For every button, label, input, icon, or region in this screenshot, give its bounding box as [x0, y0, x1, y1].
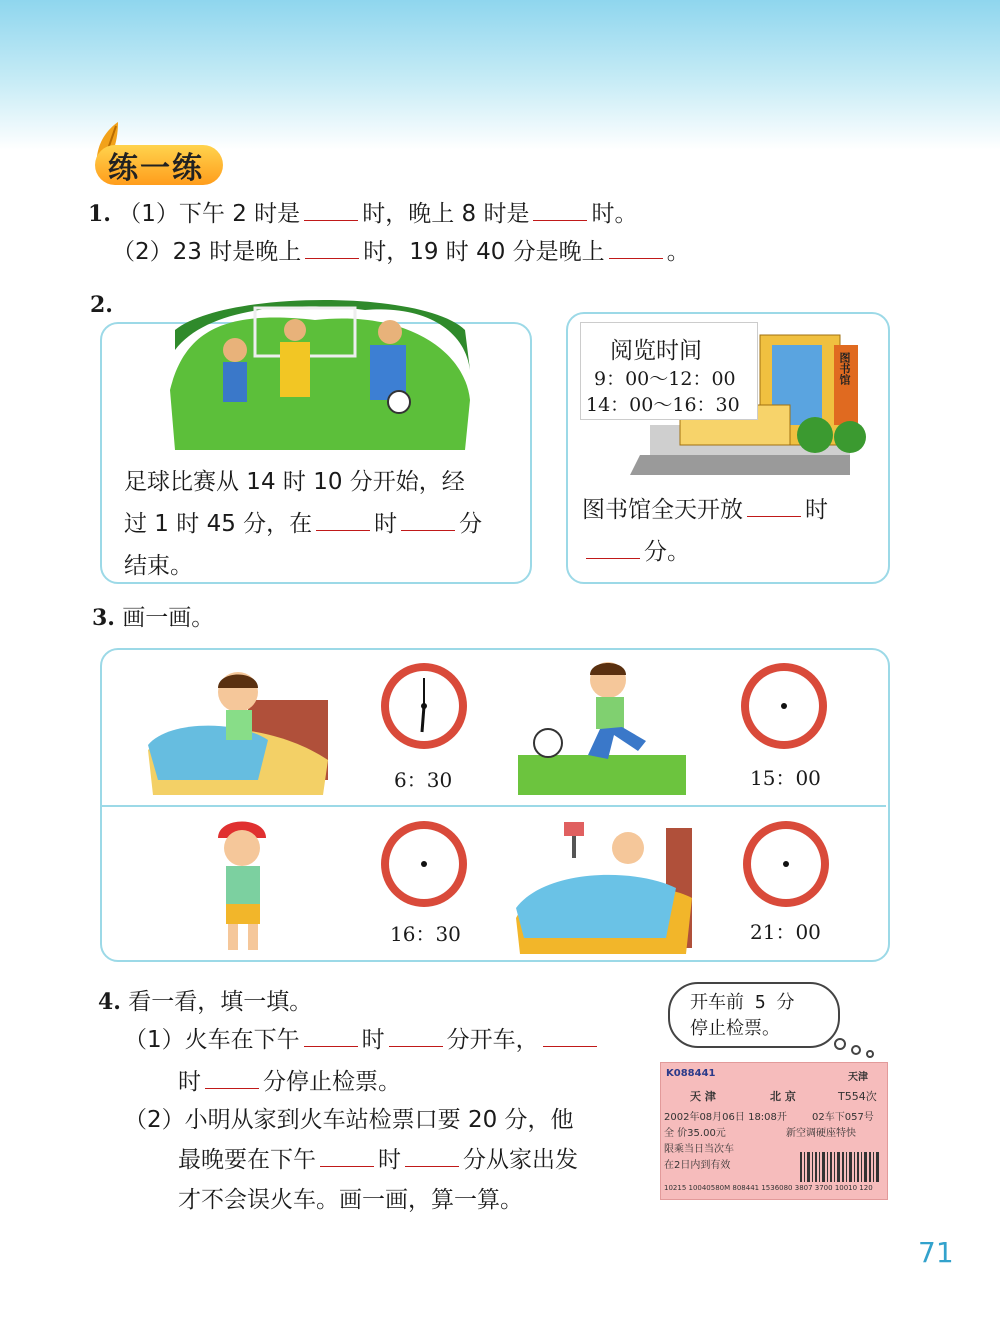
ticket-seat: 新空调硬座特快 [786, 1128, 856, 1139]
waking-up-illustration [148, 660, 330, 800]
soccer-text-line-1: 足球比赛从 14 时 10 分开始，经 [124, 469, 465, 495]
q4-part1-text-b: 时 [361, 1027, 385, 1053]
playing-soccer-illustration [518, 655, 686, 795]
ticket-price: 全 价35.00元 [664, 1128, 726, 1139]
question-3-title: 画一画。 [122, 605, 215, 631]
ticket-car: 02车下057号 [812, 1112, 874, 1123]
clock-time-label: 15：00 [750, 766, 821, 790]
soccer-text-line-3: 结束。 [124, 553, 193, 579]
question-1-number: 1. [88, 201, 111, 227]
ticket-station-tag: 天津 [848, 1072, 868, 1083]
answer-blank[interactable] [533, 200, 587, 221]
ticket-serial: 10215 10040580M 808441 1536080 3807 3700 10010 120 [664, 1184, 873, 1192]
answer-blank[interactable] [389, 1026, 443, 1047]
answer-blank[interactable] [320, 1146, 374, 1167]
soccer-text-c: 分 [459, 511, 483, 537]
sky-gradient-banner [0, 0, 1000, 150]
answer-blank[interactable] [316, 510, 370, 531]
q4-part2-line-3: 才不会误火车。画一画，算一算。 [178, 1187, 523, 1213]
clock-face-icon [378, 818, 470, 910]
answer-blank[interactable] [304, 200, 358, 221]
soccer-text-b: 时 [374, 511, 398, 537]
bubble-tail-dots [830, 1036, 880, 1060]
answer-blank[interactable] [401, 510, 455, 531]
going-home-illustration [196, 816, 292, 956]
answer-blank[interactable] [586, 538, 640, 559]
ticket-note-2: 在2日内到有效 [664, 1160, 731, 1171]
q4-part2-text-b: 最晚要在下午 [178, 1147, 316, 1173]
question-1-line-1 [88, 198, 637, 230]
ticket-code: K088441 [666, 1068, 716, 1079]
answer-blank[interactable] [747, 496, 801, 517]
library-text-line-1 [582, 494, 828, 526]
reading-hours-title: 阅览时间 [610, 338, 702, 364]
q1-part1-label: （1） [118, 201, 179, 227]
answer-blank[interactable] [304, 1026, 358, 1047]
q1-part1-text-a: 下午 2 时是 [178, 201, 301, 227]
clock-face-icon [378, 660, 470, 752]
q4-part1-text-c: 分开车， [446, 1027, 539, 1053]
ticket-route-from: 天 津 [690, 1090, 716, 1103]
q4-part2-text-c: 时 [378, 1147, 401, 1173]
clock-face-icon [738, 660, 830, 752]
q4-part1-label: （1） [124, 1027, 185, 1053]
question-3-number: 3. [92, 605, 115, 631]
q4-part1-text-a: 火车在下午 [184, 1027, 300, 1053]
clock-time-label: 16：30 [390, 922, 461, 946]
library-text-a: 图书馆全天开放 [582, 497, 743, 523]
section-title: 练一练 [108, 151, 204, 186]
reading-hours-morning: 9：00～12：00 [594, 368, 736, 390]
question-1-line-2 [112, 236, 690, 268]
answer-blank[interactable] [205, 1068, 259, 1089]
soccer-text-a: 过 1 时 45 分，在 [124, 511, 313, 537]
answer-blank[interactable] [305, 238, 359, 259]
bubble-line-2: 停止检票。 [690, 1018, 780, 1039]
answer-blank[interactable] [543, 1026, 597, 1047]
q1-part1-text-b: 时，晚上 8 时是 [362, 201, 530, 227]
q1-part2-text-a: 23 时是晚上 [172, 239, 302, 265]
question-4-line [98, 986, 312, 1018]
answer-blank[interactable] [609, 238, 663, 259]
barcode-icon [800, 1152, 880, 1182]
soccer-text-line-2 [124, 508, 482, 540]
bubble-line-1: 开车前 5 分 [690, 992, 795, 1013]
q1-part2-text-b: 时，19 时 40 分是晚上 [363, 239, 605, 265]
clocks-panel-divider [100, 805, 886, 807]
going-to-bed-illustration [516, 818, 694, 958]
question-4-number: 4. [98, 989, 121, 1015]
clock-time-label: 6：30 [394, 768, 453, 792]
q4-part2-text-a: 小明从家到火车站检票口要 20 分，他 [184, 1107, 574, 1133]
question-4-title: 看一看，填一填。 [128, 989, 313, 1015]
question-3-line [92, 602, 214, 634]
soccer-illustration [165, 290, 475, 450]
page-number: 71 [918, 1236, 954, 1269]
reading-hours-afternoon: 14：00～16：30 [586, 394, 740, 416]
q4-part1-line-1 [124, 1024, 601, 1056]
clock-face-icon [740, 818, 832, 910]
q1-part1-text-c: 时。 [591, 201, 638, 227]
q4-part2-text-d: 分从家出发 [463, 1147, 578, 1173]
q4-part1-text-e: 分停止检票。 [263, 1069, 401, 1095]
answer-blank[interactable] [405, 1146, 459, 1167]
q4-part2-line-1 [124, 1104, 574, 1136]
q1-part2-text-c: 。 [666, 239, 690, 265]
q4-part1-line-2 [178, 1066, 401, 1098]
ticket-train: T554次 [838, 1090, 877, 1103]
library-text-b: 时 [805, 497, 828, 523]
q4-part1-text-d: 时 [178, 1069, 201, 1095]
library-text-c: 分。 [644, 539, 690, 565]
q1-part2-label: （2） [112, 239, 173, 265]
ticket-note-1: 限乘当日当次车 [664, 1144, 734, 1155]
question-2-number: 2. [90, 292, 113, 318]
ticket-date: 2002年08月06日 18:08开 [664, 1112, 787, 1123]
q4-part2-label: （2） [124, 1107, 185, 1133]
library-text-line-2 [582, 536, 690, 568]
q4-part2-line-2 [178, 1144, 578, 1176]
clock-time-label: 21：00 [750, 920, 821, 944]
library-sign: 图书馆 [838, 352, 851, 385]
ticket-route-to: 北 京 [770, 1090, 796, 1103]
